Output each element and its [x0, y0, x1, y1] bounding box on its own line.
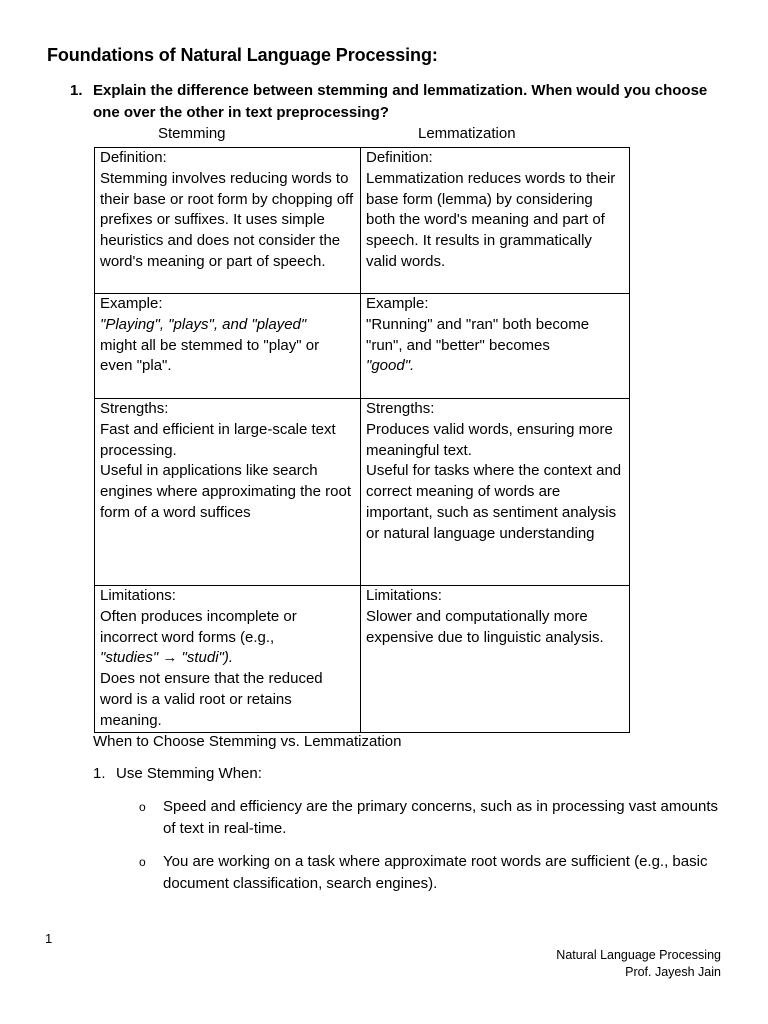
cell-text: "run", and "better" becomes [366, 336, 550, 354]
cell-heading: Limitations: [366, 587, 442, 604]
subsection-title: Use Stemming When: [116, 765, 262, 782]
cell-text: even "pla". [100, 357, 172, 375]
list-item-text: You are working on a task where approximate root words are sufficient (e.g., basic document classification, search engines). [163, 853, 708, 892]
table-cell [95, 586, 361, 733]
question-number: 1. [70, 82, 83, 99]
table-cell [361, 294, 630, 399]
cell-heading: Strengths: [100, 400, 169, 417]
page-footer [556, 947, 721, 981]
footer-course: Natural Language Processing [556, 948, 721, 962]
cell-text: "Running" and "ran" both become [366, 315, 590, 333]
column-header-lemmatization: Lemmatization [418, 125, 516, 142]
cell-heading: Definition: [366, 149, 433, 166]
table-cell [95, 399, 361, 586]
table-row [95, 586, 630, 733]
cell-text: Produces valid words, ensuring more meaningful text. [366, 420, 613, 459]
question-text: Explain the difference between stemming and lemmatization. When would you choose one over the other in text preprocessing? [93, 82, 708, 121]
table-cell [95, 148, 361, 294]
cell-text: "good". [366, 357, 415, 375]
cell-heading: Strengths: [366, 400, 435, 417]
list-item-text: Speed and efficiency are the primary concerns, such as in processing vast amounts of text in real-time. [163, 798, 719, 837]
bullet-circle-icon: o [139, 800, 146, 814]
cell-heading: Definition: [100, 149, 167, 166]
comparison-table [94, 147, 630, 733]
cell-text: Fast and efficient in large-scale text processing. [100, 420, 336, 459]
cell-text: Does not ensure that the reduced word is a valid root or retains meaning. [100, 670, 323, 729]
cell-text: Often produces incomplete or [100, 607, 297, 625]
cell-text: Lemmatization reduces words to their base form (lemma) by considering both the word's meaning and part of speech. It results in grammatically valid words. [366, 169, 616, 270]
section-heading: When to Choose Stemming vs. Lemmatization [93, 733, 402, 750]
cell-text: Useful in applications like search engines where approximating the root form of a word suffices [100, 462, 351, 521]
cell-heading: Limitations: [100, 587, 176, 604]
cell-text: Useful for tasks where the context and correct meaning of words are important, such as sentiment analysis or natural language understanding [366, 462, 622, 542]
cell-text: might all be stemmed to "play" or [100, 336, 320, 354]
cell-text: incorrect word forms (e.g., [100, 628, 275, 646]
footer-author: Prof. Jayesh Jain [625, 965, 721, 979]
cell-text: Slower and computationally more expensive due to linguistic analysis. [366, 607, 604, 646]
column-header-stemming: Stemming [158, 125, 226, 142]
subsection-heading [93, 765, 262, 782]
table-row [95, 294, 630, 399]
cell-heading: Example: [366, 295, 429, 312]
subsection-number: 1. [93, 765, 106, 782]
table-cell [361, 586, 630, 733]
cell-text: Stemming involves reducing words to their base or root form by chopping off prefixes or suffixes. It uses simple heuristics and does not consider the word's meaning or part of speech. [100, 169, 354, 270]
table-row [95, 148, 630, 294]
page-title: Foundations of Natural Language Processing: [47, 45, 438, 65]
cell-text: "Playing", "plays", and "played" [100, 315, 307, 333]
table-row [95, 399, 630, 586]
table-cell [361, 399, 630, 586]
table-cell [361, 148, 630, 294]
table-cell [95, 294, 361, 399]
bullet-circle-icon: o [139, 855, 146, 869]
page-number: 1 [45, 931, 53, 946]
cell-heading: Example: [100, 295, 163, 312]
cell-text: "studies" → "studi"). [100, 649, 234, 667]
